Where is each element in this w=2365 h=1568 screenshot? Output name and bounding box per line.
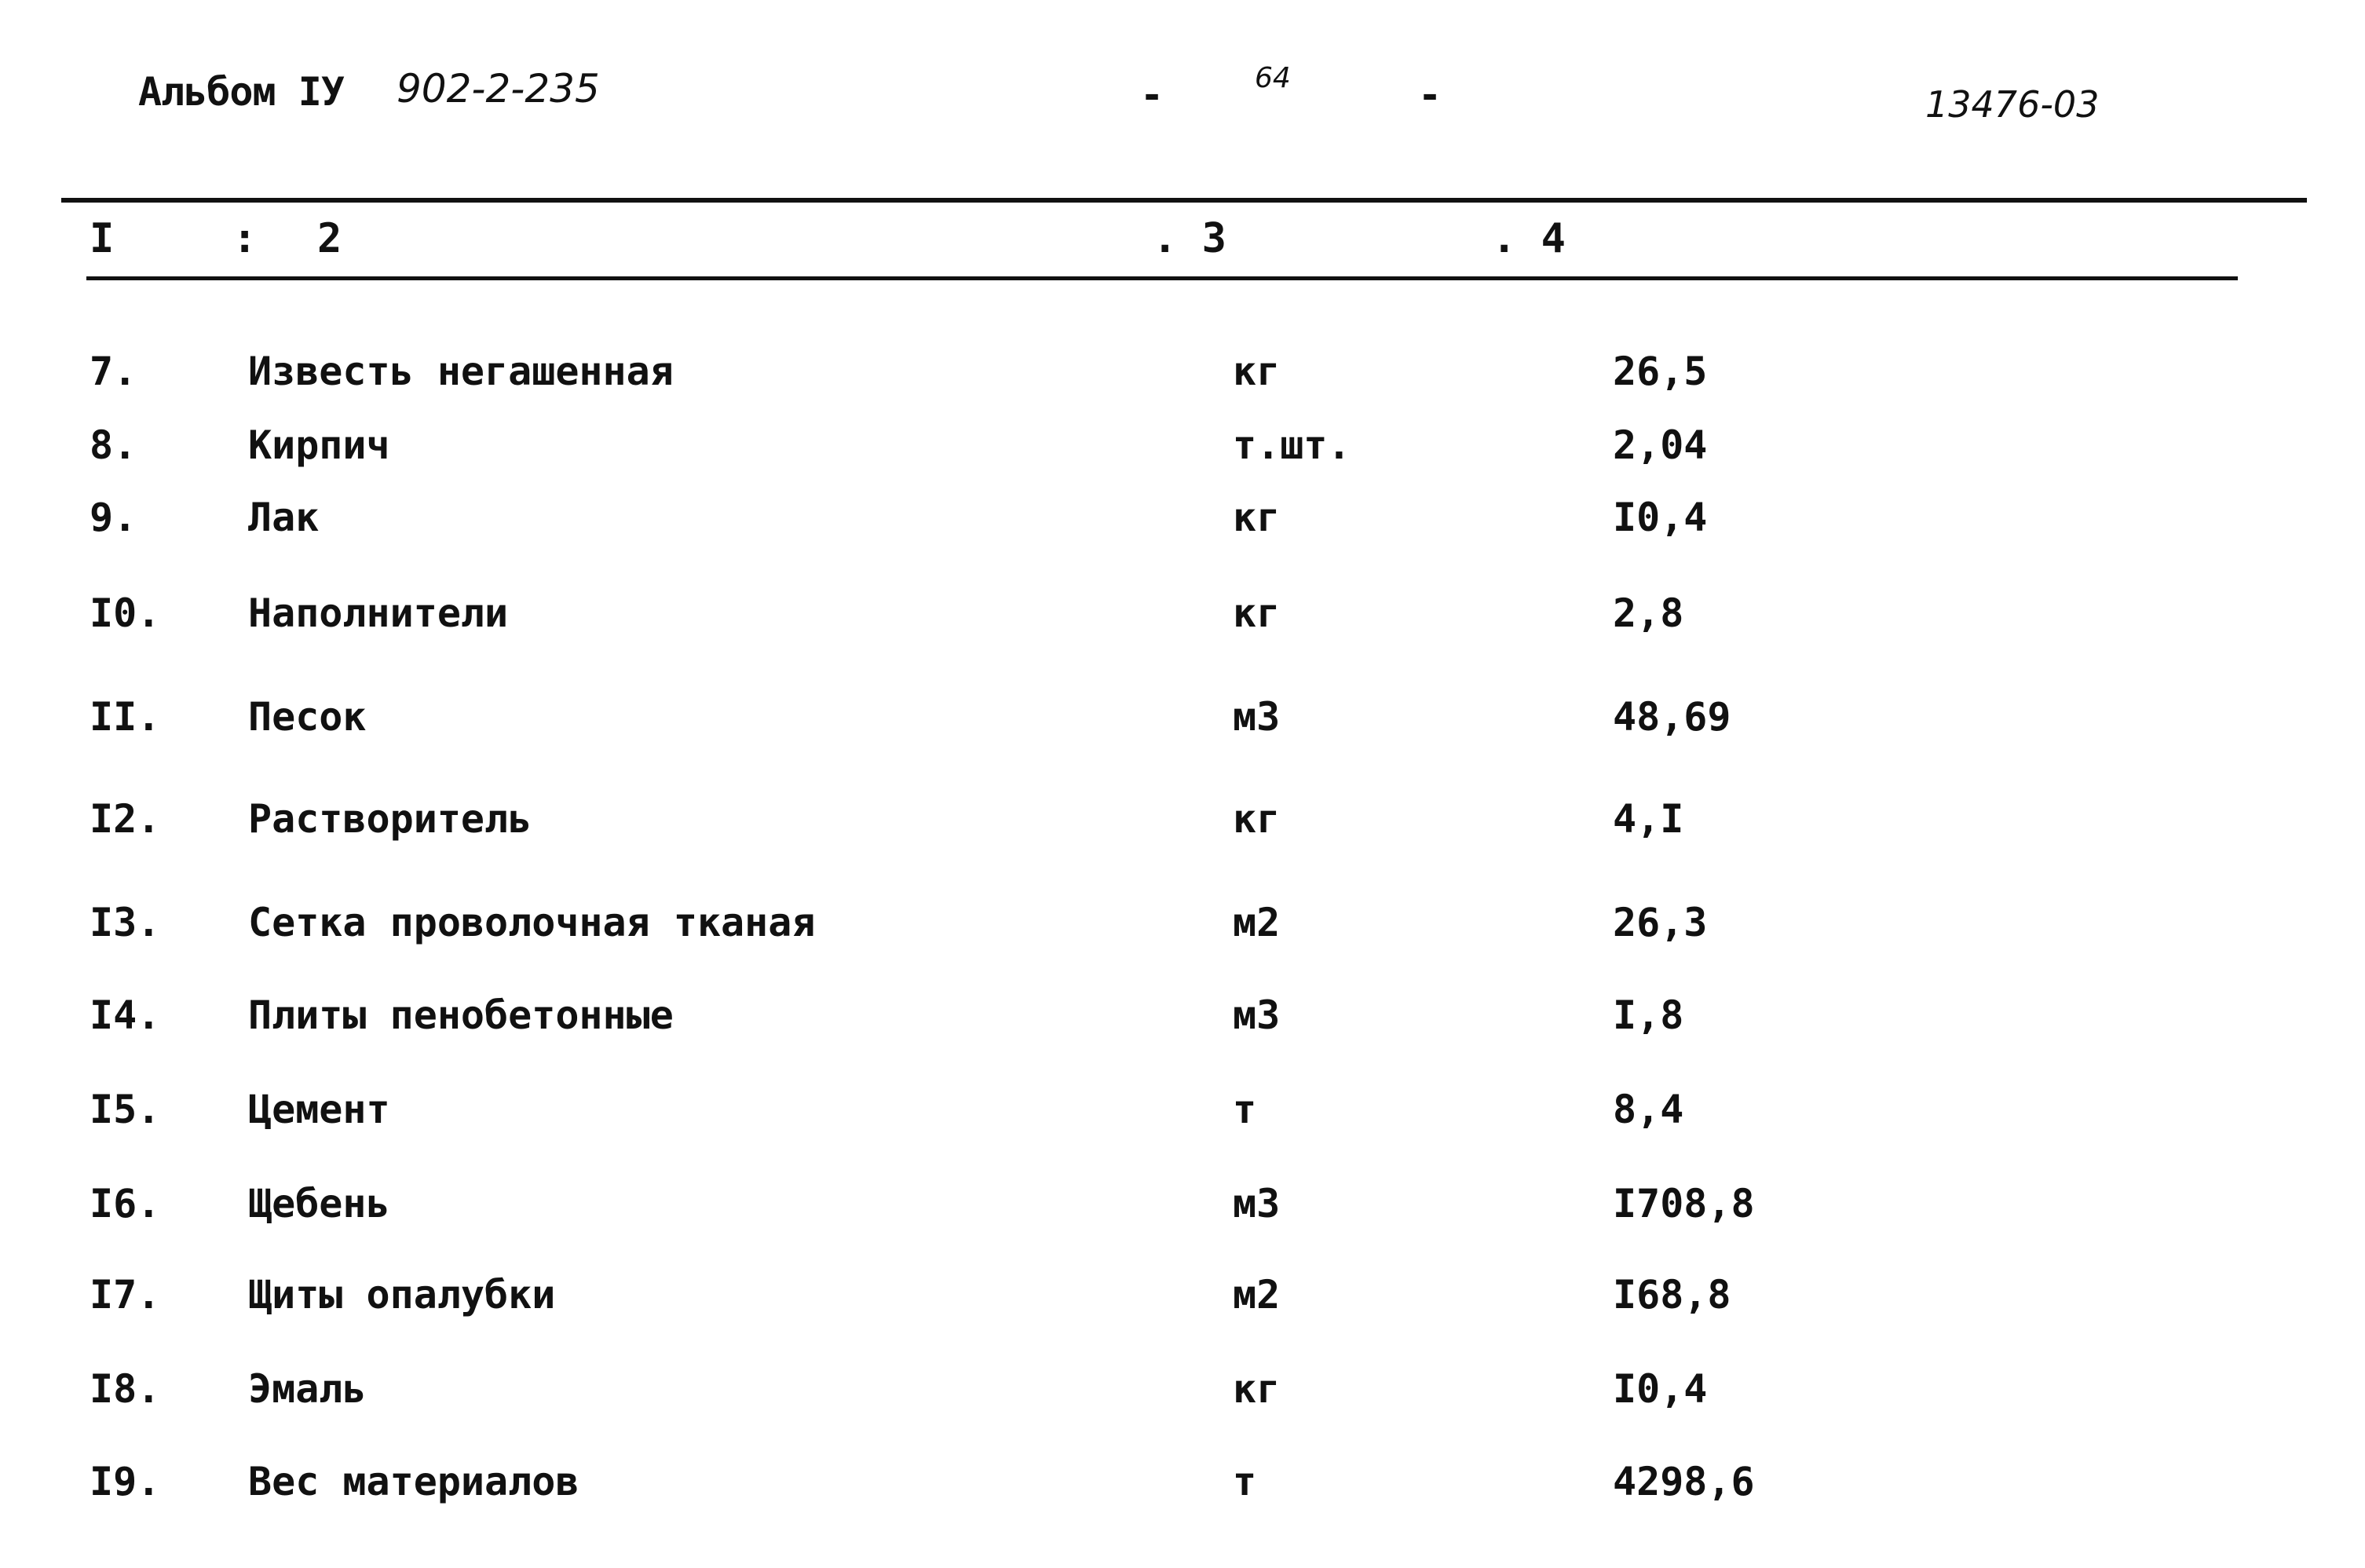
unit: кг [1233, 495, 1281, 540]
row-number: 9. [90, 495, 137, 540]
material-name: Щиты опалубки [248, 1272, 556, 1318]
unit: м2 [1233, 900, 1281, 945]
quantity: 26,5 [1613, 349, 1708, 394]
quantity: 2,8 [1613, 590, 1684, 636]
table-row [0, 900, 2365, 955]
quantity: 8,4 [1613, 1087, 1684, 1132]
material-name: Вес материалов [248, 1459, 579, 1504]
quantity: 26,3 [1613, 900, 1708, 945]
top-rule [61, 198, 2307, 203]
material-name: Кирпич [248, 422, 390, 468]
row-number: I3. [90, 900, 161, 945]
row-number: 7. [90, 349, 137, 394]
document-code: 13476-03 [1925, 83, 2100, 126]
material-name: Щебень [248, 1181, 390, 1226]
table-row [0, 1087, 2365, 1142]
column-header-separator: : [232, 215, 258, 262]
table-row [0, 694, 2365, 749]
quantity: I,8 [1613, 992, 1684, 1038]
table-row [0, 349, 2365, 404]
page-dash-left: - [1140, 72, 1164, 118]
row-number: I9. [90, 1459, 161, 1504]
column-header-1: I [90, 215, 115, 262]
table-row [0, 495, 2365, 550]
material-name: Лак [248, 495, 320, 540]
unit: м3 [1233, 992, 1281, 1038]
material-name: Цемент [248, 1087, 390, 1132]
row-number: II. [90, 694, 161, 740]
quantity: I0,4 [1613, 1366, 1708, 1412]
table-row [0, 992, 2365, 1047]
quantity: I68,8 [1613, 1272, 1731, 1318]
quantity: I708,8 [1613, 1181, 1755, 1226]
series-number: 902-2-235 [397, 66, 600, 111]
unit: кг [1233, 349, 1281, 394]
table-row [0, 590, 2365, 645]
material-name: Наполнители [248, 590, 509, 636]
row-number: I8. [90, 1366, 161, 1412]
table-row [0, 796, 2365, 851]
unit: кг [1233, 796, 1281, 842]
material-name: Известь негашенная [248, 349, 674, 394]
unit: м2 [1233, 1272, 1281, 1318]
row-number: I7. [90, 1272, 161, 1318]
quantity: I0,4 [1613, 495, 1708, 540]
unit: м3 [1233, 694, 1281, 740]
page-number: 64 [1255, 62, 1291, 94]
table-row [0, 1272, 2365, 1327]
row-number: I5. [90, 1087, 161, 1132]
unit: м3 [1233, 1181, 1281, 1226]
table-row [0, 1366, 2365, 1421]
material-name: Сетка проволочная тканая [248, 900, 816, 945]
album-label: Альбом IУ [138, 69, 344, 115]
column-header-2: 2 [317, 215, 342, 262]
quantity: 2,04 [1613, 422, 1708, 468]
row-number: I0. [90, 590, 161, 636]
table-row [0, 1459, 2365, 1514]
column-header-4: . 4 [1492, 215, 1566, 262]
row-number: 8. [90, 422, 137, 468]
quantity: 4298,6 [1613, 1459, 1755, 1504]
table-row [0, 422, 2365, 477]
row-number: I4. [90, 992, 161, 1038]
material-name: Эмаль [248, 1366, 367, 1412]
page-dash-right: - [1418, 72, 1442, 118]
row-number: I2. [90, 796, 161, 842]
material-name: Плиты пенобетонные [248, 992, 674, 1038]
quantity: 48,69 [1613, 694, 1731, 740]
material-name: Песок [248, 694, 367, 740]
header-underline [86, 276, 2238, 280]
unit: кг [1233, 590, 1281, 636]
unit: т [1233, 1087, 1257, 1132]
unit: т.шт. [1233, 422, 1351, 468]
material-name: Растворитель [248, 796, 532, 842]
quantity: 4,I [1613, 796, 1684, 842]
unit: кг [1233, 1366, 1281, 1412]
unit: т [1233, 1459, 1257, 1504]
row-number: I6. [90, 1181, 161, 1226]
column-header-3: . 3 [1153, 215, 1226, 262]
table-row [0, 1181, 2365, 1236]
